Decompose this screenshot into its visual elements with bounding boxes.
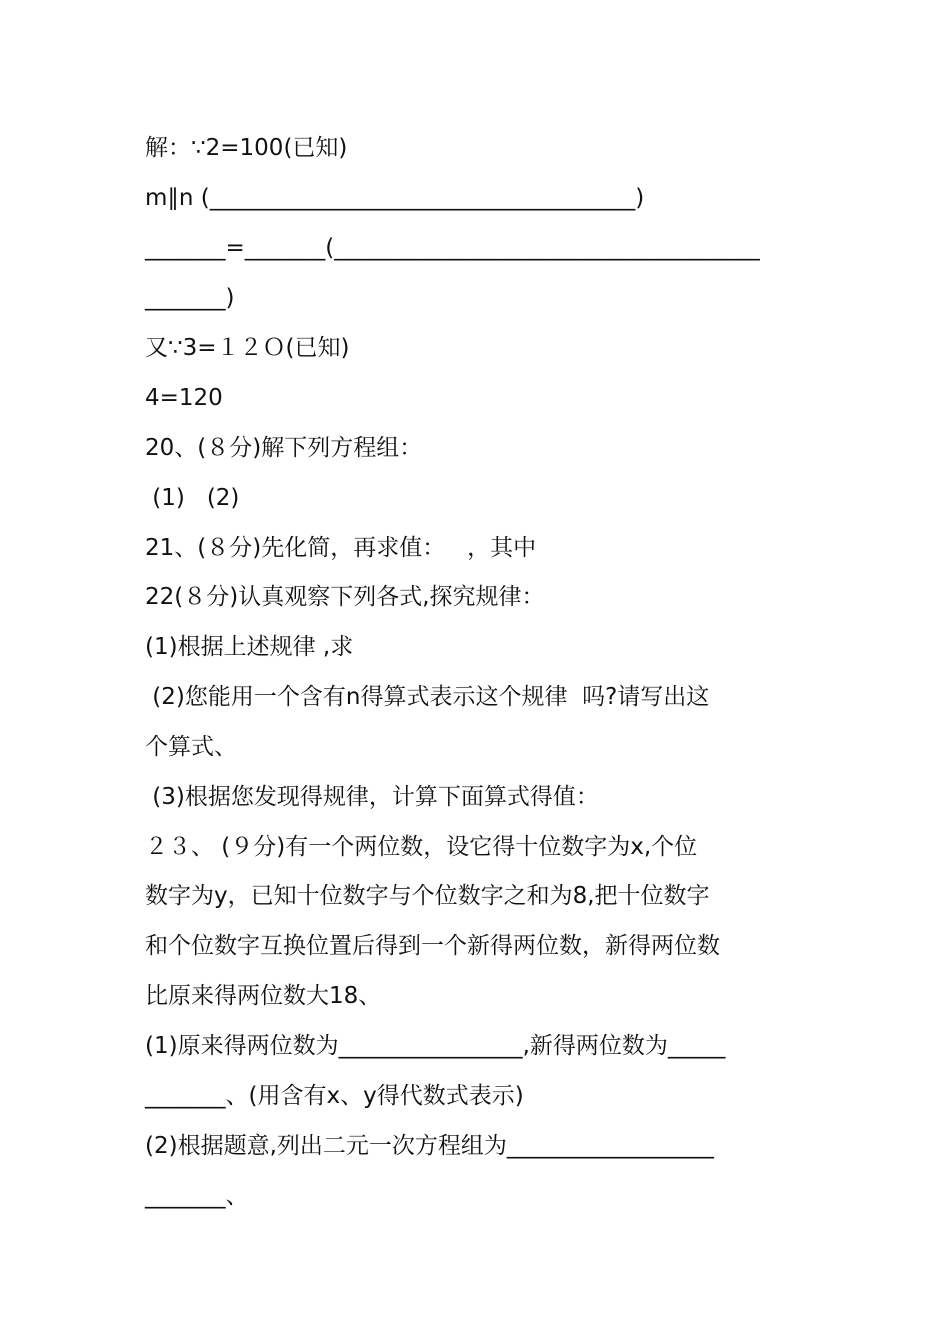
text-line: 数字为y，已知十位数字与个位数字之和为8,把十位数字 bbox=[145, 883, 710, 909]
text-line: 4=120 bbox=[145, 385, 223, 411]
text-line: _______、(用含有x、y得代数式表示) bbox=[145, 1083, 524, 1109]
text-line: 22(８分)认真观察下列各式,探究规律： bbox=[145, 584, 545, 610]
text-line: 和个位数字互换位置后得到一个新得两位数，新得两位数 bbox=[145, 933, 720, 959]
text-line: 比原来得两位数大18、 bbox=[145, 983, 382, 1009]
text-line: 个算式、 bbox=[145, 734, 237, 760]
text-line: _______、 bbox=[145, 1183, 249, 1209]
text-line: (3)根据您发现得规律，计算下面算式得值： bbox=[145, 784, 599, 810]
text-line: (1)原来得两位数为________________,新得两位数为_____ bbox=[145, 1033, 726, 1059]
text-line: 21、(８分)先化简，再求值： ，其中 bbox=[145, 535, 537, 561]
text-line: 又∵3=１２Ｏ(已知) bbox=[145, 335, 350, 361]
text-line: m∥n (_____________________________________) bbox=[145, 185, 645, 211]
text-line: 解：∵2=100(已知) bbox=[145, 135, 348, 161]
text-line: ２３、 (９分)有一个两位数，设它得十位数字为x,个位 bbox=[145, 834, 698, 860]
text-line: (1)根据上述规律 ,求 bbox=[145, 634, 354, 660]
text-line: _______=_______(_____________________________________ bbox=[145, 235, 760, 261]
text-line: (2)根据题意,列出二元一次方程组为__________________ bbox=[145, 1133, 714, 1159]
text-line: _______) bbox=[145, 285, 235, 311]
text-line: 20、(８分)解下列方程组： bbox=[145, 435, 423, 461]
text-line: (2)您能用一个含有n得算式表示这个规律 吗?请写出这 bbox=[145, 684, 710, 710]
text-line: (1) (2) bbox=[145, 485, 240, 511]
